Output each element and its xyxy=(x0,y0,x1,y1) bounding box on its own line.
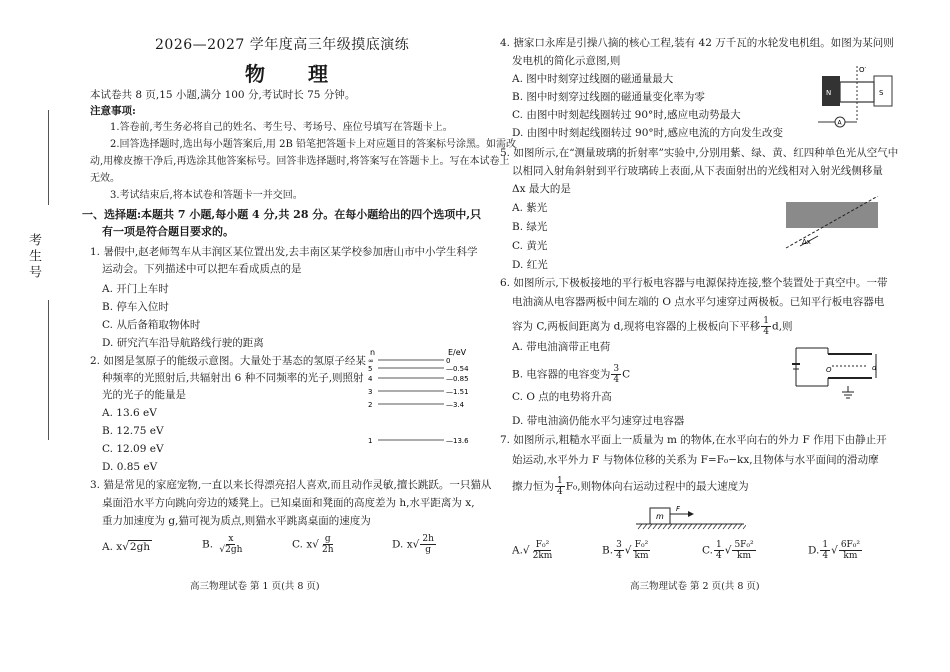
q7-line3 xyxy=(512,476,749,497)
hatch-mark xyxy=(718,524,722,529)
q7-c-fraction: $\frac{\text{5F₀²}}{km}$ xyxy=(734,540,754,561)
q3-d-prefix: D. x xyxy=(392,538,413,551)
level-n-label: n xyxy=(370,348,376,357)
notes-title: 注意事项: xyxy=(90,105,136,117)
hatch-mark xyxy=(683,524,687,529)
q7-option-d: D. $\frac{1}{4}$ √ $\frac{\text{6F₀²}}{km}$ xyxy=(808,540,861,561)
energy-level-n: 3 xyxy=(368,388,373,396)
hatch-mark xyxy=(643,524,647,529)
q7-line3-b: F₀,则物体向右运动过程中的最大速度为 xyxy=(565,480,749,493)
q6-line2: 电油滴从电容器两板中间左端的 O 点水平匀速穿过两极板。已知平行板电容器电 xyxy=(512,296,885,308)
footer-right: 高三物理试卷 第 2 页(共 8 页) xyxy=(630,581,760,592)
q2-line1: 2. 如图是氢原子的能级示意图。大量处于基态的氢原子经某 xyxy=(90,355,366,367)
hatch-mark xyxy=(693,524,697,529)
q1-option-b: B. 停车入位时 xyxy=(102,301,169,313)
subject-title: 物 理 xyxy=(245,62,346,86)
level-e-label: E/eV xyxy=(448,348,467,357)
hatch-mark xyxy=(743,524,746,529)
energy-level-n: 4 xyxy=(368,375,373,383)
q7-d-coef: $\frac{1}{4}$ xyxy=(822,540,829,561)
hatch-mark xyxy=(738,524,742,529)
note-2a: 2.回答选择题时,选出每小题答案后,用 2B 铅笔把答题卡上对应题目的答案标号涂黑。如需改 xyxy=(110,139,516,150)
q3-option-d: D. x√ $\frac{2h}{g}$ xyxy=(392,534,434,555)
q3-option-a: A. x√2gh xyxy=(102,541,151,553)
hatch-mark xyxy=(728,524,732,529)
q5-line1: 5. 如图所示,在“测量玻璃的折射率”实验中,分别用紫、绿、黄、红四种单色光从空气中 xyxy=(500,147,899,159)
q3-a-radicand: 2gh xyxy=(129,541,151,553)
q6-fraction: $\frac{1}{4}$ xyxy=(763,316,769,337)
q3-b-fraction: $\frac{x}{√2gh}$ xyxy=(219,534,243,555)
q5-line2: 以相同入射角斜射到平行玻璃砖上表面,从下表面射出的光线相对入射光线侧移量 xyxy=(512,165,883,177)
q7-option-a: A.√ $\frac{\text{F₀²}}{2km}$ xyxy=(512,540,553,561)
hatch-mark xyxy=(703,524,707,529)
q4-line2: 发电机的简化示意图,则 xyxy=(512,55,621,67)
energy-level-diagram xyxy=(362,344,480,448)
binding-line-top xyxy=(48,110,49,205)
hatch-mark xyxy=(688,524,692,529)
hatch-mark xyxy=(733,524,737,529)
q2-option-c: C. 12.09 eV xyxy=(102,443,164,455)
q4-option-c: C. 由图中时刻起线圈转过 90°时,感应电动势最大 xyxy=(512,109,741,121)
q1-option-d: D. 研究汽车沿导航路线行驶的距离 xyxy=(102,337,264,349)
force-arrowhead xyxy=(688,511,694,517)
q6-option-d: D. 带电油滴仍能水平匀速穿过电容器 xyxy=(512,415,685,427)
exam-info: 本试卷共 8 页,15 小题,满分 100 分,考试时长 75 分钟。 xyxy=(90,89,356,101)
q7-fraction: $\frac{1}{4}$ xyxy=(557,476,563,497)
q5-line3: Δx 最大的是 xyxy=(512,183,571,195)
q7-b-prefix: B. xyxy=(602,544,614,557)
q1-line2: 运动会。下列描述中可以把车看成质点的是 xyxy=(102,263,302,275)
q3-c-fraction: $\frac{g}{2h}$ xyxy=(321,534,334,555)
hatch-mark xyxy=(723,524,727,529)
ground-hatching xyxy=(638,524,746,529)
fig-dx-label: Δx xyxy=(802,238,811,246)
energy-level-n: 2 xyxy=(368,401,373,409)
hatch-mark xyxy=(638,524,642,529)
q7-b-coef: $\frac{3}{4}$ xyxy=(616,540,622,561)
fig-n-label: N xyxy=(826,89,832,97)
capacitor-figure xyxy=(788,336,884,400)
fig-d-label: d xyxy=(872,364,877,372)
q7-a-fraction: $\frac{\text{F₀²}}{2km}$ xyxy=(532,540,553,561)
q6-b-suffix: C xyxy=(622,368,631,381)
note-1: 1.答卷前,考生务必将自己的姓名、考生号、考场号、座位号填写在答题卡上。 xyxy=(110,122,453,133)
q5-option-d: D. 红光 xyxy=(512,259,548,271)
section1-line1: 一、选择题:本题共 7 小题,每小题 4 分,共 28 分。在每小题给出的四个选项中,只 xyxy=(82,208,482,221)
q5-option-b: B. 绿光 xyxy=(512,221,548,233)
energy-level-e: —0.85 xyxy=(446,375,469,383)
fig-f-label: F xyxy=(676,505,681,513)
energy-level-e: —0.54 xyxy=(446,365,469,373)
q6-line3-b: d,则 xyxy=(771,320,793,333)
q3-c-prefix: C. x xyxy=(292,538,313,551)
glass-slab-figure xyxy=(784,196,880,250)
q3-line2: 桌面沿水平方向跳向旁边的矮凳上。已知桌面和凳面的高度差为 h,水平距离为 x, xyxy=(102,497,475,509)
q2-line3: 光的光子的能量是 xyxy=(102,389,186,401)
q7-line2: 始运动,水平外力 F 与物体位移的关系为 F=F₀−kx,且物体与水平面间的滑动摩 xyxy=(512,454,879,466)
q6-line3-a: 容为 C,两板间距离为 d,现将电容器的上极板向下平移 xyxy=(512,320,761,333)
fig-m-label: m xyxy=(656,512,664,521)
hatch-mark xyxy=(673,524,677,529)
q7-d-prefix: D. xyxy=(808,544,820,557)
q3-b-prefix: B. xyxy=(202,538,214,551)
q4-option-b: B. 图中时刻穿过线圈的磁通量变化率为零 xyxy=(512,91,705,103)
binding-line-bottom xyxy=(48,300,49,440)
fig-o-label: O′ xyxy=(859,66,867,74)
hatch-mark xyxy=(648,524,652,529)
q2-option-d: D. 0.85 eV xyxy=(102,461,158,473)
q7-a-prefix: A. xyxy=(512,544,523,557)
note-2b: 动,用橡皮擦干净后,再选涂其他答案标号。回答非选择题时,将答案写在答题卡上。写在本试卷上 xyxy=(90,156,510,167)
hatch-mark xyxy=(678,524,682,529)
glass-slab xyxy=(786,202,878,228)
q7-b-fraction: $\frac{\text{F₀²}}{km}$ xyxy=(634,540,649,561)
q1-line1: 1. 暑假中,赵老师驾车从丰润区某位置出发,去丰南区某学校参加唐山市中小学生科学 xyxy=(90,246,478,258)
q3-line3: 重力加速度为 g,猫可视为质点,则猫水平跳离桌面的速度为 xyxy=(102,515,371,527)
q6-option-c: C. O 点的电势将升高 xyxy=(512,391,612,403)
q6-b-prefix: B. 电容器的电容变为 xyxy=(512,368,611,381)
q1-option-c: C. 从后备箱取物体时 xyxy=(102,319,201,331)
q6-option-a: A. 带电油滴带正电荷 xyxy=(512,341,611,353)
q7-line1: 7. 如图所示,粗糙水平面上一质量为 m 的物体,在水平向右的外力 F 作用下由静止开 xyxy=(500,434,887,446)
q7-c-coef: $\frac{1}{4}$ xyxy=(716,540,722,561)
hatch-mark xyxy=(663,524,667,529)
q7-option-c: C. $\frac{1}{4}$ √ $\frac{\text{5F₀²}}{km}$ xyxy=(702,540,754,561)
q2-option-b: B. 12.75 eV xyxy=(102,425,164,437)
hatch-mark xyxy=(668,524,672,529)
q4-line1: 4. 搪家口永库是引操八摘的核心工程,装有 42 万千瓦的水轮发电机组。如图为某问则 xyxy=(500,37,894,49)
hatch-mark xyxy=(698,524,702,529)
energy-levels xyxy=(368,357,469,445)
hatch-mark xyxy=(653,524,657,529)
q3-d-fraction: $\frac{2h}{g}$ xyxy=(422,534,434,555)
energy-level-n: ∞ xyxy=(368,357,374,365)
q3-option-b xyxy=(202,534,245,555)
q1-option-a: A. 开门上车时 xyxy=(102,283,169,295)
q6-option-b xyxy=(512,364,630,385)
section1-line2: 有一项是符合题目要求的。 xyxy=(102,225,234,238)
hatch-mark xyxy=(708,524,712,529)
fig-a-label: A xyxy=(837,119,842,127)
energy-level-e: —1.51 xyxy=(446,388,469,396)
q4-option-d: D. 由图中时刻起线圈转过 90°时,感应电流的方向发生改变 xyxy=(512,127,784,139)
generator-figure xyxy=(812,62,902,134)
energy-level-e: —13.6 xyxy=(446,437,469,445)
q6-line3 xyxy=(512,316,793,337)
page-left xyxy=(70,0,516,672)
fig-s-label: S xyxy=(879,89,884,97)
q6-b-fraction: $\frac{3}{4}$ xyxy=(613,364,620,385)
note-3: 3.考试结束后,将本试卷和答题卡一并交回。 xyxy=(110,190,303,201)
q5-option-a: A. 紫光 xyxy=(512,202,548,214)
energy-level-e: —3.4 xyxy=(446,401,465,409)
footer-left: 高三物理试卷 第 1 页(共 8 页) xyxy=(190,581,320,592)
q4-option-a: A. 图中时刻穿过线圈的磁通量最大 xyxy=(512,73,674,85)
q7-option-b: B. $\frac{3}{4}$ √ $\frac{\text{F₀²}}{km}$ xyxy=(602,540,649,561)
energy-level-e: 0 xyxy=(446,357,451,365)
q3-option-c: C. x√ $\frac{g}{2h}$ xyxy=(292,534,334,555)
q2-option-a: A. 13.6 eV xyxy=(102,407,157,419)
q2-line2: 种频率的光照射后,共辐射出 6 种不同频率的光子,则照射 xyxy=(102,372,364,384)
q7-line3-a: 擦力恒为 xyxy=(512,480,554,493)
exam-title: 2026—2027 学年度高三年级摸底演练 xyxy=(155,37,410,53)
fig-o-label: O xyxy=(826,366,832,374)
q7-c-prefix: C. xyxy=(702,544,713,557)
q3-a-prefix: A. x xyxy=(102,541,123,553)
q7-d-fraction: $\frac{\text{6F₀²}}{km}$ xyxy=(840,540,861,561)
note-2c: 无效。 xyxy=(90,173,120,184)
hatch-mark xyxy=(658,524,662,529)
block-figure xyxy=(634,502,746,530)
candidate-number-label: 考生号 xyxy=(26,233,41,281)
energy-level-n: 1 xyxy=(368,437,373,445)
q6-line1: 6. 如图所示,下极板接地的平行板电容器与电源保持连接,整个装置处于真空中。一带 xyxy=(500,277,888,289)
page-right xyxy=(500,0,930,672)
q5-option-c: C. 黄光 xyxy=(512,240,548,252)
energy-level-n: 5 xyxy=(368,365,373,373)
q3-line1: 3. 猫是常见的家庭宠物,一直以来长得漂亮招人喜欢,而且动作灵敏,擅长跳跃。一只猫从 xyxy=(90,479,492,491)
hatch-mark xyxy=(713,524,717,529)
